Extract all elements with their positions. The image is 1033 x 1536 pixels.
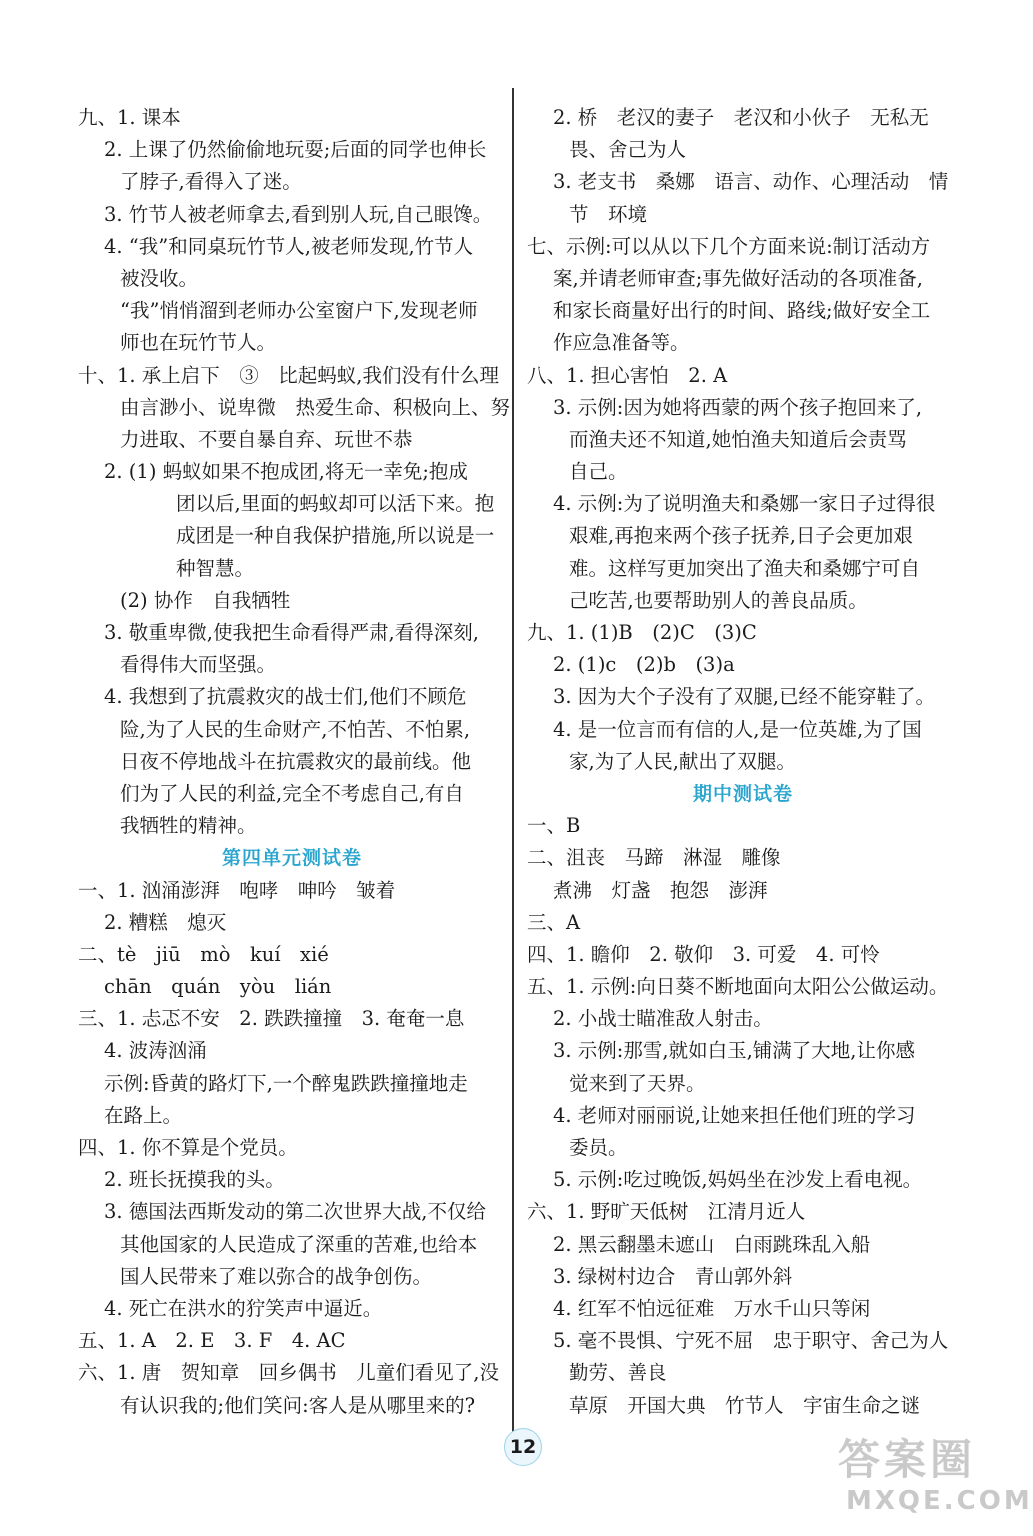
section-heading: 第四单元测试卷 [221,847,362,870]
watermark-bottom: MXQE.COM [846,1486,1033,1516]
answer-line: 4. 死亡在洪水的狞笑声中逼近。 [104,1296,383,1320]
answer-line: 们为了人民的利益,完全不考虑自己,有自 [120,781,464,805]
answer-line: 2. 上课了仍然偷偷地玩耍;后面的同学也伸长 [104,138,487,162]
watermark-logo [838,1434,1033,1530]
answer-line: 有认识我的;他们笑问:客人是从哪里来的? [120,1393,476,1417]
answer-line: 2. 小战士瞄准敌人射击。 [553,1007,773,1031]
answer-line: 家,为了人民,献出了双腿。 [569,749,796,773]
answer-line: 4. “我”和同桌玩竹节人,被老师发现,竹节人 [104,234,474,258]
answer-line: 2. (1)c (2)b (3)a [553,653,735,677]
answer-line: 2. 黑云翻墨未遮山 白雨跳珠乱入船 [553,1232,871,1256]
left-column [78,102,511,1422]
watermark-top: 答案圈 [838,1435,977,1484]
answer-line: 4. 红军不怕远征难 万水千山只等闲 [553,1296,871,1320]
answer-line: 九、1. 课本 [78,106,181,129]
answer-line: 日夜不停地战斗在抗震救灾的最前线。他 [120,749,472,773]
answer-line: 被没收。 [120,266,199,290]
answer-line: 二、沮丧 马蹄 淋湿 雕像 [527,846,781,870]
answer-line: 国人民带来了难以弥合的战争创伤。 [120,1264,433,1288]
answer-line: 了脖子,看得入了迷。 [120,170,302,194]
answer-line: 4. 示例:为了说明渔夫和桑娜一家日子过得很 [553,492,936,516]
answer-line: 3. 示例:那雪,就如白玉,铺满了大地,让你感 [553,1039,915,1063]
answer-line: 5. 示例:吃过晚饭,妈妈坐在沙发上看电视。 [553,1168,923,1192]
answer-line: 委员。 [569,1136,628,1159]
answer-line: 草原 开国大典 竹节人 宇宙生命之谜 [569,1393,921,1417]
answer-line: 十、1. 承上启下 ③ 比起蚂蚁,我们没有什么理 [78,363,500,387]
answer-line: 4. 波涛汹涌 [104,1039,207,1063]
answer-line: 3. 示例:因为她将西蒙的两个孩子抱回来了, [553,395,923,419]
answer-line: 4. 我想到了抗震救灾的战士们,他们不顾危 [104,685,467,709]
answer-line: 四、1. 瞻仰 2. 敬仰 3. 可爱 4. 可怜 [527,942,880,966]
answer-line: 我牺牲的精神。 [120,814,257,838]
answer-line: 其他国家的人民造成了深重的苦难,也给本 [120,1232,478,1256]
answer-line: 4. 是一位言而有信的人,是一位英雄,为了国 [553,717,922,741]
answer-line: 成团是一种自我保护措施,所以说是一 [176,524,495,548]
answer-line: 3. 因为大个子没有了双腿,已经不能穿鞋了。 [553,685,936,709]
answer-line: 勤劳、善良 [569,1361,667,1385]
answer-line: 在路上。 [104,1103,183,1127]
answer-line: 八、1. 担心害怕 2. A [527,363,728,387]
answer-line: 煮沸 灯盏 抱怨 澎湃 [553,878,768,902]
answer-line: 示例:昏黄的路灯下,一个醉鬼跌跌撞撞地走 [104,1071,468,1095]
answer-line: 七、示例:可以从以下几个方面来说:制订活动方 [527,234,931,258]
answer-line: 艰难,再抱来两个孩子抚养,日子会更加艰 [569,524,913,548]
answer-line: 畏、舍己为人 [569,138,687,162]
answer-line: 三、1. 忐忑不安 2. 跌跌撞撞 3. 奄奄一息 [78,1007,465,1031]
answer-line: 二、tè jiū mò kuí xié [78,942,329,966]
answer-line: 自己。 [569,460,628,484]
answer-line: 而渔夫还不知道,她怕渔夫知道后会责骂 [569,427,907,451]
answer-line: 九、1. (1)B (2)C (3)C [527,621,757,644]
answer-line: 四、1. 你不算是个党员。 [78,1136,298,1159]
answer-line: chān quán yòu lián [104,975,332,999]
answer-line: 力进取、不要自暴自弃、玩世不恭 [120,427,413,451]
answer-line: 3. 敬重卑微,使我把生命看得严肃,看得深刻, [104,621,479,644]
answer-line: 看得伟大而坚强。 [120,653,277,677]
answer-line: 节 环境 [569,202,648,226]
answer-line: 作应急准备等。 [553,331,690,355]
answer-line: 2. 班长抚摸我的头。 [104,1168,285,1192]
answer-line: 六、1. 唐 贺知章 回乡偶书 儿童们看见了,没 [78,1361,500,1385]
answer-line: 3. 老支书 桑娜 语言、动作、心理活动 情 [553,170,949,194]
answer-line: 案,并请老师审查;事先做好活动的各项准备, [553,266,923,290]
answer-line: 己吃苦,也要帮助别人的善良品质。 [569,588,868,612]
answer-line: 2. 糟糕 熄灭 [104,910,227,934]
answer-line: 师也在玩竹节人。 [120,331,277,355]
answer-line: 4. 老师对丽丽说,让她来担任他们班的学习 [553,1103,916,1127]
answer-line: 一、1. 汹涌澎湃 咆哮 呻吟 皱着 [78,878,396,902]
answer-line: 觉来到了天界。 [569,1071,706,1095]
answer-line: 六、1. 野旷天低树 江清月近人 [527,1200,806,1224]
section-heading: 期中测试卷 [692,782,793,805]
answer-line: 团以后,里面的蚂蚁却可以活下来。抱 [176,492,495,516]
answer-line: 一、B [527,814,581,838]
answer-line: 2. 桥 老汉的妻子 老汉和小伙子 无私无 [553,106,929,129]
answer-line: 险,为了人民的生命财产,不怕苦、不怕累, [120,717,471,741]
page-number: 12 [504,1428,542,1466]
answer-line: 五、1. 示例:向日葵不断地面向太阳公公做运动。 [527,975,949,999]
answer-line: “我”悄悄溜到老师办公室窗户下,发现老师 [120,299,478,323]
answer-line: (2) 协作 自我牺牲 [120,588,291,612]
answer-line: 3. 德国法西斯发动的第二次世界大战,不仅给 [104,1200,487,1224]
column-divider [512,88,514,1433]
answer-line: 和家长商量好出行的时间、路线;做好安全工 [553,299,931,323]
answer-line: 种智慧。 [176,556,255,580]
answer-line: 三、A [527,910,581,934]
answer-line: 3. 竹节人被老师拿去,看到别人玩,自己眼馋。 [104,202,493,226]
answer-line: 3. 绿树村边合 青山郭外斜 [553,1264,793,1288]
answer-line: 2. (1) 蚂蚁如果不抱成团,将无一幸免;抱成 [104,460,468,484]
right-column [527,102,959,1422]
answer-line: 五、1. A 2. E 3. F 4. AC [78,1329,346,1353]
answer-line: 难。这样写更加突出了渔夫和桑娜宁可自 [569,556,921,580]
answer-line: 5. 毫不畏惧、宁死不屈 忠于职守、舍己为人 [553,1329,949,1353]
answer-line: 由言渺小、说卑微 热爱生命、积极向上、努 [120,395,511,419]
